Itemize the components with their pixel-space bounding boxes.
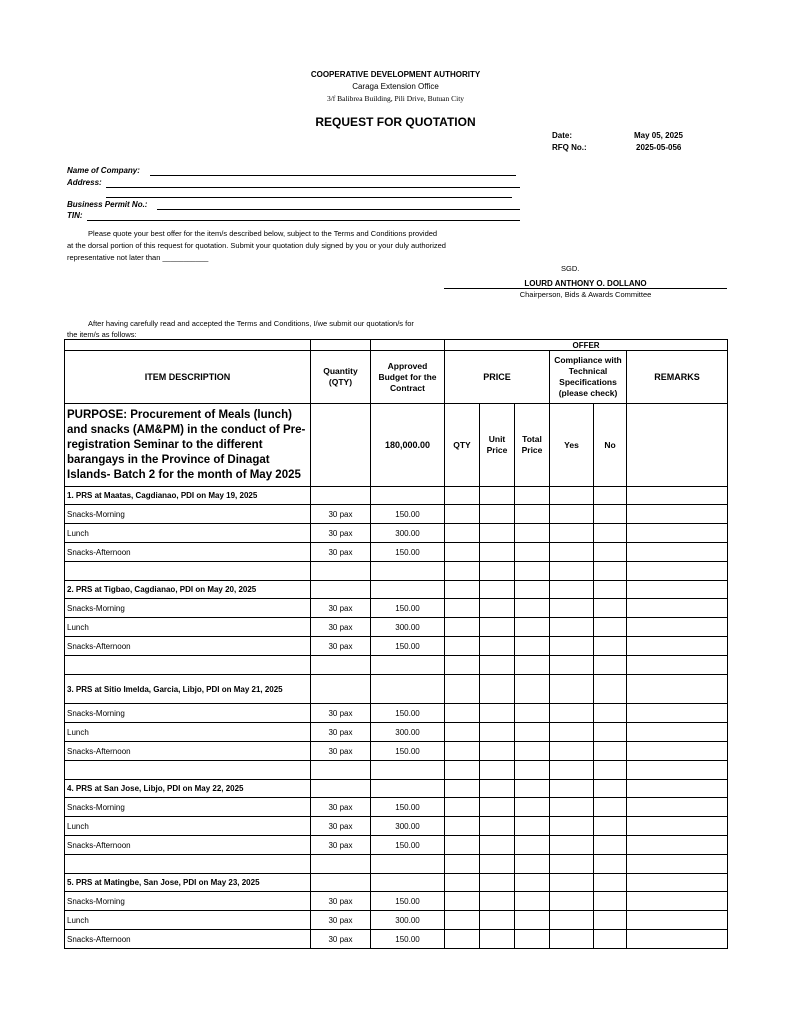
offer-input-cell[interactable] [627,675,728,704]
compliance-header: Compliance with Technical Specifications (please check) [550,351,627,404]
offer-input-cell[interactable] [480,618,515,637]
offer-input-cell[interactable] [480,581,515,599]
blank-cell [65,340,311,351]
offer-input-cell[interactable] [594,817,627,836]
offer-input-cell[interactable] [445,723,480,742]
office-address: 3/f Balibrea Building, Pili Drive, Butuan City [326,94,465,103]
offer-input-cell[interactable] [594,930,627,949]
spacer-row [65,761,728,780]
offer-input-cell[interactable] [594,742,627,761]
sub-unit-price-header: Unit Price [480,404,515,487]
offer-input-cell[interactable] [480,487,515,505]
offer-input-cell[interactable] [445,618,480,637]
offer-input-cell[interactable] [480,637,515,656]
offer-input-cell[interactable] [515,505,550,524]
signed-mark: SGD. [561,264,580,273]
offer-input-cell[interactable] [445,761,480,780]
rfq-value: 2025-05-056 [636,143,682,152]
offer-input-cell[interactable] [550,836,594,855]
offer-input-cell[interactable] [550,704,594,723]
offer-input-cell[interactable] [550,817,594,836]
offer-input-cell[interactable] [594,704,627,723]
tin-field[interactable] [87,220,520,221]
item-abc: 150.00 [371,505,445,524]
offer-input-cell[interactable] [594,761,627,780]
section-title: 3. PRS at Sitio Imelda, Garcia, Libjo, PDI on May 21, 2025 [65,675,311,704]
price-header: PRICE [445,351,550,404]
offer-input-cell[interactable] [627,836,728,855]
section-title: 5. PRS at Matingbe, San Jose, PDI on May 23, 2025 [65,874,311,892]
submission-line-2: the item/s as follows: [67,330,137,339]
offer-input-cell[interactable] [515,581,550,599]
offer-input-cell[interactable] [445,562,480,581]
blank-cell [371,761,445,780]
item-quantity: 30 pax [311,704,371,723]
blank-cell [371,675,445,704]
item-row [65,524,728,543]
item-row [65,742,728,761]
offer-input-cell[interactable] [594,637,627,656]
offer-input-cell[interactable] [515,874,550,892]
offer-input-cell[interactable] [594,836,627,855]
section-row [65,874,728,892]
offer-input-cell[interactable] [550,723,594,742]
instruction-line-1: Please quote your best offer for the item/s described below, subject to the Terms and Conditions provided [88,229,438,238]
offer-input-cell[interactable] [627,742,728,761]
address-field-line2[interactable] [106,197,512,198]
offer-input-cell[interactable] [627,599,728,618]
item-name: Lunch [65,618,311,637]
item-name: Snacks-Morning [65,892,311,911]
item-abc: 150.00 [371,742,445,761]
quantity-header: Quantity (QTY) [311,351,371,404]
spacer-row [65,855,728,874]
company-label: Name of Company: [67,166,140,175]
blank-cell [371,562,445,581]
offer-input-cell[interactable] [550,599,594,618]
item-row [65,704,728,723]
offer-input-cell[interactable] [445,892,480,911]
offer-input-cell[interactable] [594,581,627,599]
blank-cell [371,340,445,351]
offer-input-cell[interactable] [445,836,480,855]
offer-input-cell[interactable] [515,656,550,675]
item-name: Snacks-Afternoon [65,543,311,562]
item-abc: 300.00 [371,524,445,543]
offer-input-cell[interactable] [445,855,480,874]
section-row [65,675,728,704]
offer-input-cell[interactable] [627,656,728,675]
offer-input-cell[interactable] [594,911,627,930]
offer-input-cell[interactable] [480,798,515,817]
offer-input-cell[interactable] [550,618,594,637]
offer-input-cell[interactable] [594,487,627,505]
blank-cell [65,656,311,675]
blank-cell [371,656,445,675]
offer-input-cell[interactable] [445,930,480,949]
offer-input-cell[interactable] [515,836,550,855]
offer-input-cell[interactable] [627,798,728,817]
offer-input-cell[interactable] [627,780,728,798]
offer-input-cell[interactable] [627,505,728,524]
offer-input-cell[interactable] [480,704,515,723]
item-quantity: 30 pax [311,618,371,637]
offer-input-cell[interactable] [515,780,550,798]
offer-input-cell[interactable] [515,798,550,817]
blank-cell [65,761,311,780]
offer-input-cell[interactable] [594,855,627,874]
offer-input-cell[interactable] [445,543,480,562]
offer-input-cell[interactable] [627,817,728,836]
offer-input-cell[interactable] [627,562,728,581]
offer-input-cell[interactable] [627,524,728,543]
item-quantity: 30 pax [311,836,371,855]
offer-input-cell[interactable] [627,704,728,723]
item-abc: 150.00 [371,798,445,817]
offer-input-cell[interactable] [627,618,728,637]
item-name: Snacks-Afternoon [65,742,311,761]
item-quantity: 30 pax [311,723,371,742]
item-abc: 150.00 [371,892,445,911]
offer-input-cell[interactable] [515,524,550,543]
blank-cell [371,780,445,798]
item-abc: 150.00 [371,637,445,656]
spacer-row [65,562,728,581]
section-title: 1. PRS at Maatas, Cagdianao, PDI on May 19, 2025 [65,487,311,505]
item-quantity: 30 pax [311,599,371,618]
address-label: Address: [67,178,102,187]
offer-input-cell[interactable] [550,581,594,599]
address-field[interactable] [106,187,520,188]
offer-input-cell[interactable] [627,637,728,656]
item-abc: 150.00 [371,836,445,855]
offer-input-cell[interactable] [594,599,627,618]
offer-input-cell[interactable] [515,723,550,742]
blank-cell [311,761,371,780]
sub-total-price-header: Total Price [515,404,550,487]
offer-input-cell[interactable] [515,817,550,836]
remarks-header: REMARKS [627,351,728,404]
blank-cell [311,855,371,874]
offer-input-cell[interactable] [480,562,515,581]
offer-input-cell[interactable] [480,780,515,798]
offer-input-cell[interactable] [594,656,627,675]
section-row [65,581,728,599]
offer-input-cell[interactable] [594,524,627,543]
offer-input-cell[interactable] [480,656,515,675]
offer-input-cell[interactable] [550,487,594,505]
offer-input-cell[interactable] [445,656,480,675]
offer-input-cell[interactable] [515,562,550,581]
offer-input-cell[interactable] [550,798,594,817]
signatory-name: LOURD ANTHONY O. DOLLANO [524,279,647,288]
offer-input-cell[interactable] [445,599,480,618]
offer-input-cell[interactable] [627,911,728,930]
item-row [65,911,728,930]
offer-input-cell[interactable] [445,487,480,505]
offer-input-cell[interactable] [550,911,594,930]
item-row [65,836,728,855]
offer-input-cell[interactable] [550,742,594,761]
item-name: Lunch [65,911,311,930]
purpose-cell: PURPOSE: Procurement of Meals (lunch) and snacks (AM&PM) in the conduct of Pre-registration Seminar to the different barangays in the Province of Dinagat Islands- Batch 2 for the month of May 2025 [65,404,311,487]
offer-input-cell[interactable] [480,742,515,761]
item-abc: 150.00 [371,599,445,618]
item-description-header: ITEM DESCRIPTION [65,351,311,404]
item-name: Snacks-Morning [65,704,311,723]
offer-input-cell[interactable] [627,874,728,892]
blank-cell [627,404,728,487]
rfq-label: RFQ No.: [552,143,587,152]
offer-input-cell[interactable] [445,704,480,723]
item-row [65,892,728,911]
offer-input-cell[interactable] [445,505,480,524]
item-abc: 300.00 [371,817,445,836]
offer-input-cell[interactable] [550,543,594,562]
offer-header: OFFER [445,340,728,351]
item-abc: 300.00 [371,723,445,742]
signature-line [444,288,727,289]
offer-input-cell[interactable] [445,798,480,817]
item-name: Snacks-Afternoon [65,637,311,656]
blank-cell [311,404,371,487]
offer-input-cell[interactable] [480,855,515,874]
item-name: Snacks-Afternoon [65,930,311,949]
offer-input-cell[interactable] [627,892,728,911]
item-row [65,505,728,524]
item-quantity: 30 pax [311,505,371,524]
item-row [65,618,728,637]
item-name: Snacks-Morning [65,599,311,618]
section-row [65,780,728,798]
document-title: REQUEST FOR QUOTATION [315,115,476,129]
permit-field[interactable] [157,209,520,210]
blank-cell [311,780,371,798]
offer-input-cell[interactable] [480,723,515,742]
offer-input-cell[interactable] [480,911,515,930]
offer-input-cell[interactable] [480,836,515,855]
offer-input-cell[interactable] [550,675,594,704]
offer-input-cell[interactable] [550,780,594,798]
offer-input-cell[interactable] [515,930,550,949]
item-row [65,543,728,562]
company-field[interactable] [150,175,516,176]
offer-input-cell[interactable] [550,930,594,949]
signatory-position: Chairperson, Bids & Awards Committee [519,290,652,299]
offer-input-cell[interactable] [627,930,728,949]
offer-input-cell[interactable] [515,704,550,723]
item-quantity: 30 pax [311,742,371,761]
blank-cell [371,487,445,505]
section-row [65,487,728,505]
item-abc: 300.00 [371,618,445,637]
offer-input-cell[interactable] [594,780,627,798]
offer-input-cell[interactable] [627,487,728,505]
blank-cell [371,581,445,599]
item-quantity: 30 pax [311,543,371,562]
blank-cell [65,855,311,874]
blank-cell [311,874,371,892]
abc-header: Approved Budget for the Contract [371,351,445,404]
blank-cell [311,562,371,581]
offer-input-cell[interactable] [445,817,480,836]
item-quantity: 30 pax [311,930,371,949]
blank-cell [371,874,445,892]
offer-input-cell[interactable] [515,855,550,874]
offer-input-cell[interactable] [515,675,550,704]
offer-input-cell[interactable] [515,892,550,911]
offer-input-cell[interactable] [515,911,550,930]
abc-total: 180,000.00 [371,404,445,487]
offer-input-cell[interactable] [480,505,515,524]
tin-label: TIN: [67,211,83,220]
instruction-line-2: at the dorsal portion of this request for quotation. Submit your quotation duly signed by you or your duly authorized [67,241,446,250]
offer-input-cell[interactable] [627,543,728,562]
offer-input-cell[interactable] [515,761,550,780]
offer-input-cell[interactable] [594,874,627,892]
blank-cell [311,656,371,675]
item-abc: 150.00 [371,704,445,723]
offer-input-cell[interactable] [480,930,515,949]
offer-input-cell[interactable] [480,761,515,780]
offer-input-cell[interactable] [445,874,480,892]
offer-input-cell[interactable] [594,505,627,524]
offer-input-cell[interactable] [515,543,550,562]
offer-input-cell[interactable] [550,656,594,675]
item-quantity: 30 pax [311,637,371,656]
item-row [65,930,728,949]
offer-input-cell[interactable] [594,798,627,817]
instruction-line-3: representative not later than ___________ [67,253,209,262]
item-row [65,723,728,742]
offer-input-cell[interactable] [515,599,550,618]
section-title: 4. PRS at San Jose, Libjo, PDI on May 22, 2025 [65,780,311,798]
item-abc: 300.00 [371,911,445,930]
offer-input-cell[interactable] [480,599,515,618]
item-name: Snacks-Morning [65,505,311,524]
submission-line-1: After having carefully read and accepted the Terms and Conditions, I/we submit our quotation/s for [88,319,414,328]
item-name: Snacks-Afternoon [65,836,311,855]
offer-input-cell[interactable] [480,543,515,562]
offer-input-cell[interactable] [550,855,594,874]
offer-input-cell[interactable] [627,723,728,742]
blank-cell [311,581,371,599]
offer-input-cell[interactable] [550,892,594,911]
item-row [65,817,728,836]
offer-input-cell[interactable] [550,524,594,543]
blank-cell [311,340,371,351]
offer-input-cell[interactable] [594,562,627,581]
offer-input-cell[interactable] [445,637,480,656]
no-header: No [594,404,627,487]
offer-input-cell[interactable] [594,892,627,911]
item-row [65,637,728,656]
spacer-row [65,656,728,675]
offer-input-cell[interactable] [515,637,550,656]
offer-input-cell[interactable] [445,524,480,543]
offer-input-cell[interactable] [550,562,594,581]
blank-cell [371,855,445,874]
offer-input-cell[interactable] [550,874,594,892]
offer-input-cell[interactable] [480,892,515,911]
offer-input-cell[interactable] [445,675,480,704]
organization-name: COOPERATIVE DEVELOPMENT AUTHORITY [310,70,481,79]
item-name: Lunch [65,723,311,742]
offer-input-cell[interactable] [445,581,480,599]
offer-input-cell[interactable] [550,505,594,524]
offer-input-cell[interactable] [550,761,594,780]
date-value: May 05, 2025 [634,131,683,140]
date-label: Date: [552,131,573,140]
offer-input-cell[interactable] [594,675,627,704]
offer-input-cell[interactable] [445,742,480,761]
quotation-table [64,339,728,949]
yes-header: Yes [550,404,594,487]
offer-input-cell[interactable] [627,761,728,780]
blank-cell [311,675,371,704]
item-row [65,599,728,618]
offer-input-cell[interactable] [594,723,627,742]
offer-input-cell[interactable] [515,487,550,505]
item-quantity: 30 pax [311,524,371,543]
section-title: 2. PRS at Tigbao, Cagdianao, PDI on May 20, 2025 [65,581,311,599]
item-abc: 150.00 [371,930,445,949]
blank-cell [65,562,311,581]
offer-input-cell[interactable] [594,618,627,637]
offer-input-cell[interactable] [480,524,515,543]
item-quantity: 30 pax [311,892,371,911]
offer-input-cell[interactable] [594,543,627,562]
offer-input-cell[interactable] [480,675,515,704]
item-row [65,798,728,817]
office-name: Caraga Extension Office [352,82,439,91]
permit-label: Business Permit No.: [67,200,148,209]
offer-input-cell[interactable] [627,581,728,599]
item-quantity: 30 pax [311,798,371,817]
offer-input-cell[interactable] [480,874,515,892]
blank-cell [311,487,371,505]
offer-input-cell[interactable] [515,618,550,637]
offer-input-cell[interactable] [445,780,480,798]
offer-input-cell[interactable] [515,742,550,761]
item-name: Lunch [65,524,311,543]
offer-input-cell[interactable] [627,855,728,874]
item-quantity: 30 pax [311,817,371,836]
item-name: Snacks-Morning [65,798,311,817]
item-abc: 150.00 [371,543,445,562]
offer-input-cell[interactable] [480,817,515,836]
offer-input-cell[interactable] [550,637,594,656]
item-name: Lunch [65,817,311,836]
item-quantity: 30 pax [311,911,371,930]
offer-input-cell[interactable] [445,911,480,930]
sub-qty-header: QTY [445,404,480,487]
